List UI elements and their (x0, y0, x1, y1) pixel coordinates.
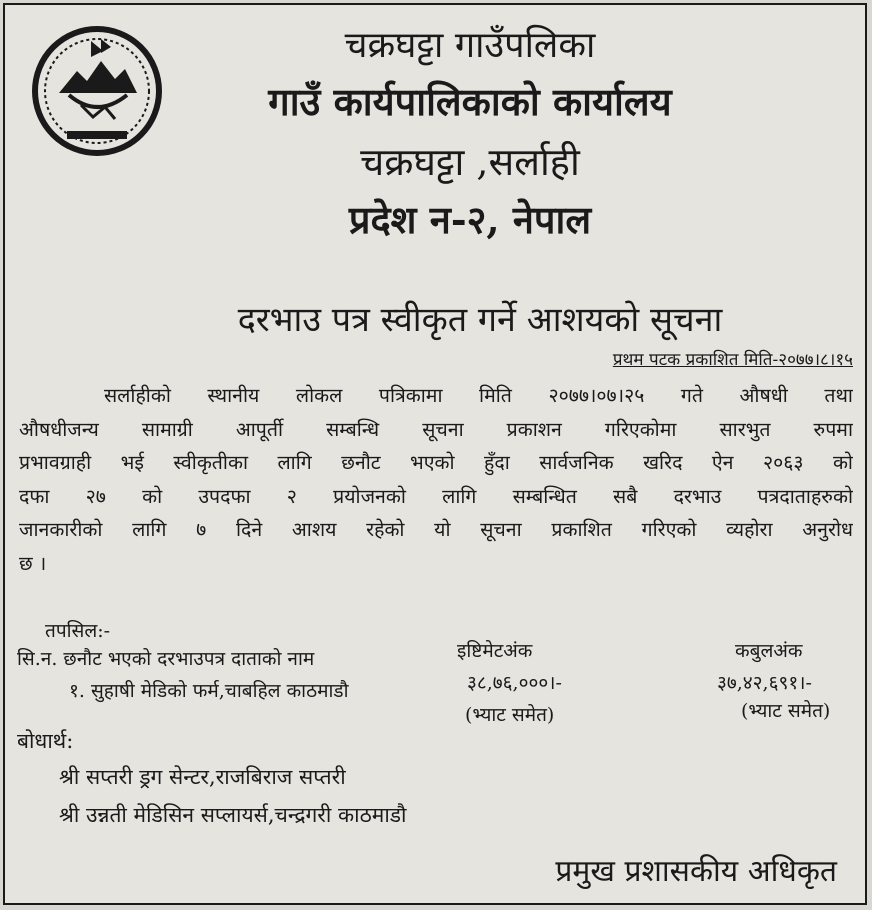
details-label: तपसिल:- (45, 620, 111, 642)
notice-title: दरभाउ पत्र स्वीकृत गर्ने आशयको सूचना (237, 300, 723, 340)
province-country: प्रदेश न-२, नेपाल (348, 197, 592, 242)
row-estimate-note: (भ्याट समेत) (465, 704, 555, 726)
row-name: १. सुहाषी मेडिको फर्म,चाबहिल काठमाडौ (69, 680, 349, 702)
notice-body (19, 379, 853, 580)
body-line: दफा २७ को उपदफा २ प्रयोजनको लागि सम्बन्धित सबै दरभाउ पत्रदाताहरुको (19, 484, 853, 508)
body-line: जानकारीको लागि ७ दिने आशय रहेको यो सूचना प्रकाशित गरिएको व्यहोरा अनुरोध (19, 518, 853, 541)
office-location: चक्रघट्टा ,सर्लाही (360, 140, 580, 184)
row-bid-note: (भ्याट समेत) (741, 700, 831, 722)
municipality-name: चक्रघट्टा गाउँपलिका (344, 25, 596, 66)
body-line: प्रभावग्राही भई स्वीकृतीका लागि छनौट भएको हुँदा सार्वजनिक खरिद ऐन २०६३ को (19, 451, 853, 474)
col-estimate-header: इष्टिमेटअंक (457, 640, 533, 662)
body-line: औषधीजन्य सामाग्री आपूर्ती सम्बन्धि सूचना प्रकाशन गरिएकोमा सारभुत रुपमा (19, 417, 853, 441)
recipient-item: श्री उन्नती मेडिसिन सप्लायर्स,चन्द्रगरी काठमाडौ (59, 803, 407, 827)
office-name: गाउँ कार्यपालिकाको कार्यालय (268, 79, 672, 124)
recipients-label: बोधार्थ: (17, 729, 74, 753)
row-estimate: ३८,७६,०००।- (467, 672, 562, 694)
signatory-title: प्रमुख प्रशासकीय अधिकृत (555, 854, 837, 889)
row-bid: ३७,४२,६९१।- (717, 672, 812, 694)
recipient-item: श्री सप्तरी ड्रग सेन्टर,राजबिराज सप्तरी (59, 765, 346, 789)
publish-date: प्रथम पटक प्रकाशित मिति-२०७७।८।१५ (612, 350, 853, 370)
body-line: छ । (19, 551, 47, 575)
notice-page (3, 3, 867, 905)
body-line: सर्लाहीको स्थानीय लोकल पत्रिकामा मिति २०७७।०७।२५ गते औषधी तथा (104, 384, 853, 407)
col-bid-header: कबुलअंक (735, 640, 803, 662)
col-name-header: सि.न. छनौट भएको दरभाउपत्र दाताको नाम (17, 648, 315, 670)
